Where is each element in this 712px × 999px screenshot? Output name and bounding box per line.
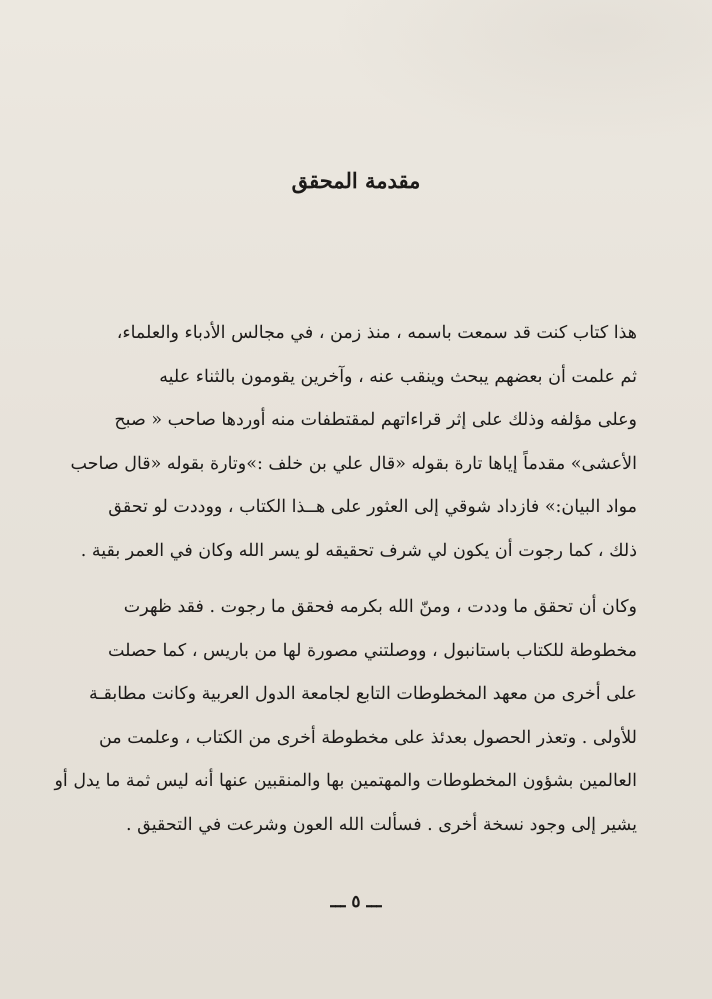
paragraph-line: مواد البيان:» فازداد شوقي إلى العثور على هــذا الكتاب ، ووددت لو تحقق xyxy=(108,497,637,518)
paragraph-line: العالمين بشؤون المخطوطات والمهتمين بها والمنقبين عنها أنه ليس ثمة ما يدل أو xyxy=(54,771,637,792)
paragraph-line: ثم علمت أن بعضهم يبحث وينقب عنه ، وآخرين يقومون بالثناء عليه xyxy=(159,366,637,387)
paragraph-line: الأعشى» مقدماً إياها تارة بقوله «قال علي بن خلف :»وتارة بقوله «قال صاحب xyxy=(70,453,637,474)
page-title: مقدمة المحقق xyxy=(291,168,421,193)
paragraph-line: مخطوطة للكتاب باستانبول ، ووصلتني مصورة لها من باريس ، كما حصلت xyxy=(107,640,637,661)
paragraph-line: يشير إلى وجود نسخة أخرى . فسألت الله العون وشرعت في التحقيق . xyxy=(126,814,637,835)
paragraph-line: وعلى مؤلفه وذلك على إثر قراءاتهم لمقتطفات منه أوردها صاحب « صبح xyxy=(114,410,637,431)
paragraph-line: للأولى . وتعذر الحصول بعدئذ على مخطوطة أخرى من الكتاب ، وعلمت من xyxy=(98,727,637,748)
paragraph-line: هذا كتاب كنت قد سمعت باسمه ، منذ زمن ، في مجالس الأدباء والعلماء، xyxy=(116,323,637,343)
page-number: ـــ ٥ ـــ xyxy=(330,892,382,912)
paragraph-2 xyxy=(54,586,637,848)
paragraph-line: على أخرى من معهد المخطوطات التابع لجامعة الدول العربية وكانت مطابقـة xyxy=(89,684,637,705)
show-through-bleed xyxy=(330,0,712,150)
paragraph-line: ذلك ، كما رجوت أن يكون لي شرف تحقيقه لو يسر الله وكان في العمر بقية . xyxy=(80,540,637,561)
paragraph-1 xyxy=(70,312,637,574)
paragraph-line: وكان أن تحقق ما وددت ، ومنّ الله بكرمه فحقق ما رجوت . فقد ظهرت xyxy=(123,597,637,617)
